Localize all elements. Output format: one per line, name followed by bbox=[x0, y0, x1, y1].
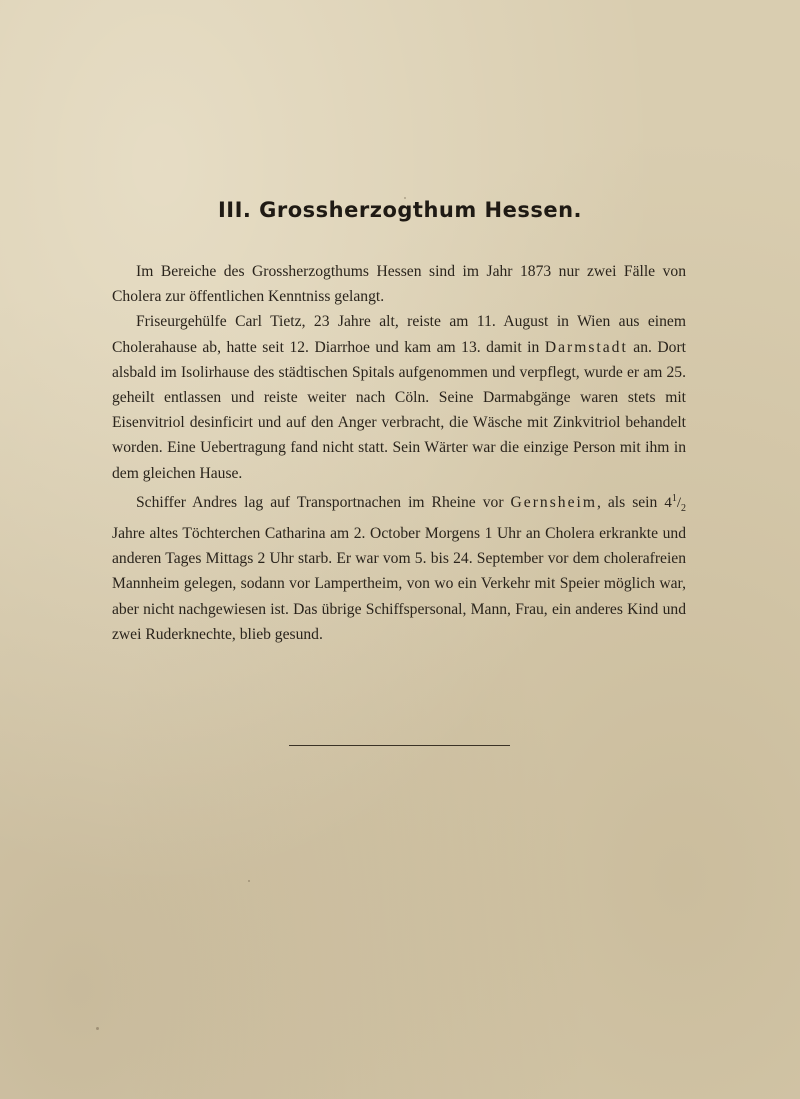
paragraph-text: , als sein bbox=[596, 493, 665, 511]
paragraph-intro: Im Bereiche des Grossherzogthums Hessen sind im Jahr 1873 nur zwei Fälle von Cholera zur öffentlichen Kenntniss gelangt. bbox=[112, 263, 686, 306]
paragraph-tietz-case bbox=[112, 309, 686, 485]
section-heading: III. Grossherzogthum Hessen. bbox=[217, 198, 583, 222]
age-whole: 4 bbox=[664, 494, 672, 511]
paragraph-text: Friseurgehülfe Carl Tietz, 23 Jahre alt, reiste am 11. August in Wien aus einem Cholerahause ab, hatte seit 12. Diarrhoe und kam am 13. damit in bbox=[112, 313, 686, 356]
section-divider bbox=[289, 745, 510, 746]
age-denominator: 2 bbox=[681, 502, 686, 514]
paragraph-text: an. Dort alsbald im Isolirhause des städtischen Spitals aufgenommen und verpflegt, wurde er am 25. geheilt entlassen und reiste weiter nach Cöln. Seine Darmabgänge waren stets mit Eisenvitriol desinficirt und auf den Anger verbracht, die Wäsche mit Zinkvitriol behandelt worden. Eine Uebertragung fand nicht statt. Sein Wärter war die einzige Person mit ihm in dem gleichen Hause. bbox=[112, 338, 687, 482]
body-text bbox=[112, 259, 686, 647]
paragraph-andres-case bbox=[112, 486, 686, 647]
age-numerator: 1 bbox=[671, 492, 677, 504]
age-fraction: $4^1/_2$ bbox=[664, 492, 686, 514]
paragraph-text: Schiffer Andres lag auf Transportnachen im Rheine vor bbox=[136, 493, 511, 511]
paragraph-text: Jahre altes Töchterchen Catharina am 2. October Morgens 1 Uhr an Cholera erkrankte und anderen Tages Mittags 2 Uhr starb. Er war vom 5. bis 24. September vor dem cholerafreien Mannheim gelegen, sodann vor Lampertheim, von wo ein Verkehr mit Speier möglich war, aber nicht nachgewiesen ist. Das übrige Schiffspersonal, Mann, Frau, ein anderes Kind und zwei Ruderknechte, blieb gesund. bbox=[112, 525, 686, 643]
city-name-gernsheim: Gernsheim bbox=[510, 493, 597, 511]
city-name-darmstadt: Darmstadt bbox=[544, 338, 628, 356]
